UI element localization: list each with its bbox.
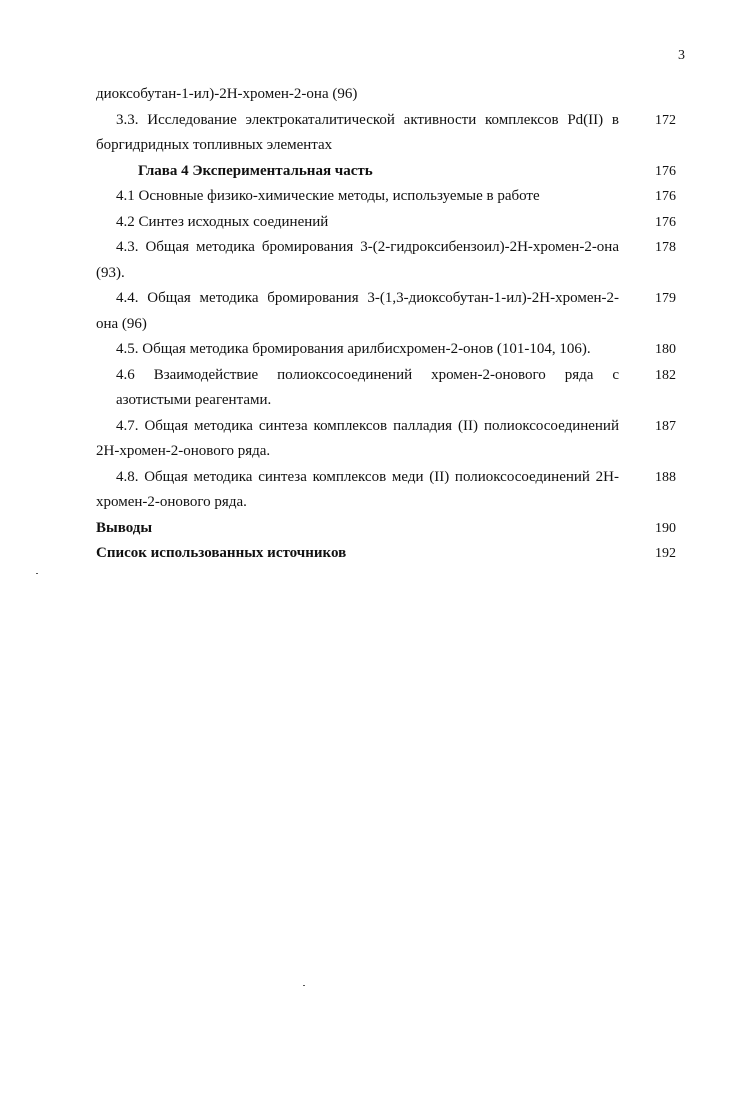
toc-entry-4-5[interactable]: [96, 337, 676, 363]
toc-entry-page: 176: [655, 163, 676, 179]
toc-entry-text: 4.6 Взаимодействие полиоксосоединений хромен-2-онового ряда с азотистыми реагентами.: [116, 366, 619, 408]
toc-entry-text: 4.1 Основные физико-химические методы, используемые в работе: [116, 188, 540, 204]
toc-entry-4-7[interactable]: [96, 414, 676, 465]
toc-entry-text: 3.3. Исследование электрокаталитической активности комплексов Pd(II) в боргидридных топливных элементах: [96, 111, 619, 153]
toc-entry-references[interactable]: [96, 541, 676, 567]
toc-entry-text: Глава 4 Экспериментальная часть: [138, 162, 373, 179]
toc-entry-page: 182: [655, 367, 676, 383]
toc-entry-page: 180: [655, 342, 676, 357]
toc-entry-4-1[interactable]: [96, 184, 676, 210]
scan-artifact: [303, 985, 305, 986]
toc-entry-conclusions[interactable]: [96, 516, 676, 542]
toc-entry-text: Список использованных источников: [96, 545, 347, 561]
toc-entry-text: 4.8. Общая методика синтеза комплексов меди (II) полиоксосоединений 2H-хромен-2-онового ряда.: [96, 468, 619, 510]
toc-entry-4-2[interactable]: [96, 210, 676, 236]
toc-entry-text: Выводы: [96, 519, 153, 536]
toc-entry-page: 187: [655, 418, 676, 434]
toc-entry-text: 4.3. Общая методика бромирования 3-(2-гидроксибензоил)-2H-хромен-2-она (93).: [96, 239, 619, 281]
page-number: 3: [678, 48, 685, 63]
toc-entry-4-8[interactable]: [96, 465, 676, 516]
toc-entry-page: 172: [655, 112, 676, 128]
toc-entry-4-6[interactable]: [96, 363, 676, 414]
scan-artifact: [36, 573, 38, 574]
toc-entry-page: 190: [655, 520, 676, 536]
toc-entry-4-3[interactable]: [96, 235, 676, 286]
toc-entry-text: диоксобутан-1-ил)-2H-хромен-2-она (96): [96, 86, 358, 102]
toc-entry-page: 176: [655, 189, 676, 204]
toc-entry-page: 192: [655, 546, 676, 561]
toc-entry-text: 4.7. Общая методика синтеза комплексов палладия (II) полиоксосоединений 2H-хромен-2-онового ряда.: [96, 417, 619, 459]
toc-entry-chapter-4[interactable]: [96, 159, 676, 185]
toc-entry-4-4[interactable]: [96, 286, 676, 337]
toc-entry-text: 4.2 Синтез исходных соединений: [116, 213, 329, 230]
toc-entry-page: 188: [655, 469, 676, 485]
toc-entry-page: 176: [655, 214, 676, 230]
toc-entry-page: 178: [655, 240, 676, 255]
toc-entry-text: 4.4. Общая методика бромирования 3-(1,3-диоксобутан-1-ил)-2H-хромен-2-она (96): [96, 290, 619, 332]
toc-entry-continuation[interactable]: [96, 82, 676, 108]
toc-entry-page: 179: [655, 291, 676, 306]
table-of-contents: [96, 82, 676, 567]
toc-entry-3-3[interactable]: [96, 108, 676, 159]
toc-entry-text: 4.5. Общая методика бромирования арилбисхромен-2-онов (101-104, 106).: [116, 341, 591, 357]
